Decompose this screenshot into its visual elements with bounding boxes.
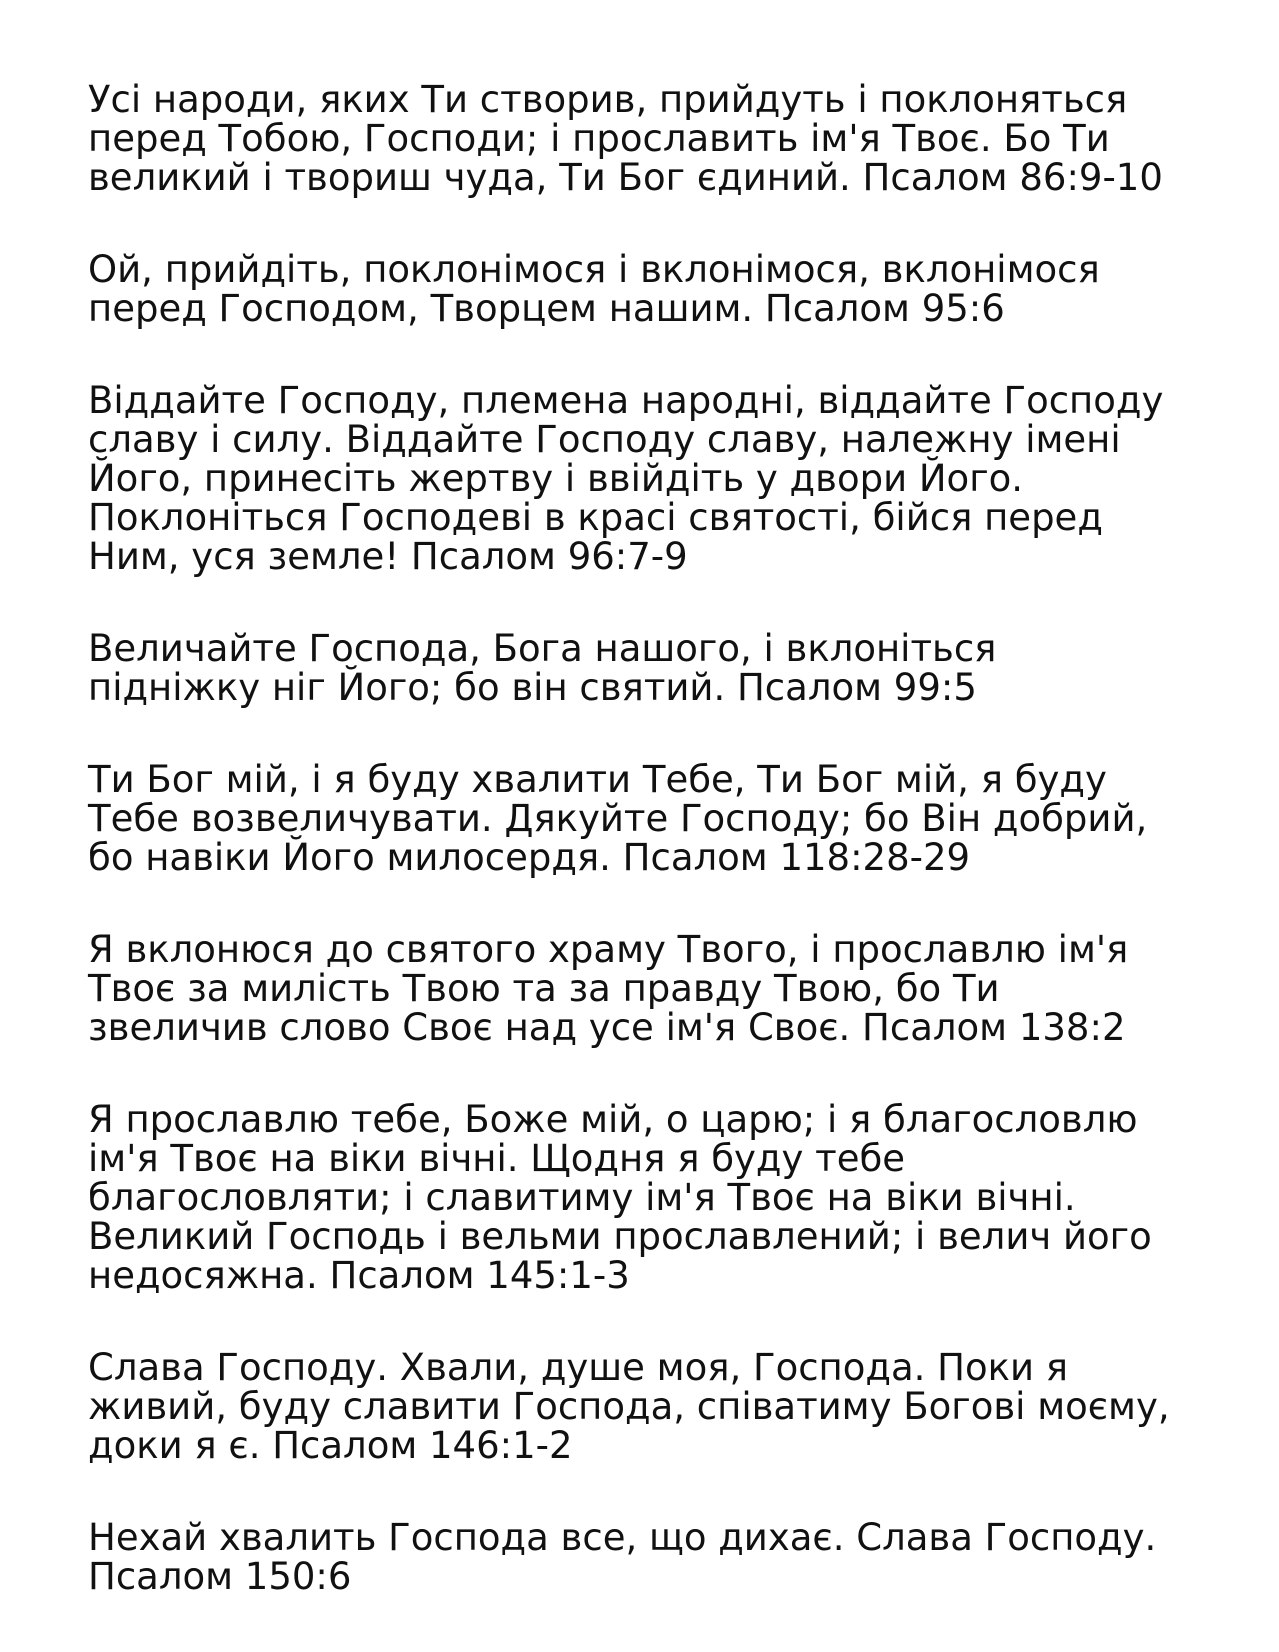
text-line: Твоє за милість Твою та за правду Твою, бо Ти	[88, 967, 1000, 1010]
passage-psalm-118	[88, 760, 1218, 877]
text-line: великий і твориш чуда, Ти Бог єдиний. Псалом 86:9-10	[88, 156, 1163, 199]
text-line: Я вклонюся до святого храму Твого, і прославлю ім'я	[88, 928, 1129, 971]
text-line: Слава Господу. Хвали, душе моя, Господа. Поки я	[88, 1346, 1069, 1389]
text-line: Псалом 150:6	[88, 1555, 352, 1598]
text-line: бо навіки Його милосердя. Псалом 118:28-29	[88, 836, 971, 879]
passage-psalm-99	[88, 629, 1218, 707]
passage-psalm-150	[88, 1518, 1218, 1596]
text-line: Нехай хвалить Господа все, що дихає. Слава Господу.	[88, 1516, 1157, 1559]
text-line: недосяжна. Псалом 145:1-3	[88, 1254, 630, 1297]
passage-psalm-95	[88, 250, 1218, 328]
passage-psalm-146	[88, 1348, 1218, 1465]
text-line: доки я є. Псалом 146:1-2	[88, 1424, 573, 1467]
text-line: Великий Господь і вельми прославлений; і велич його	[88, 1215, 1152, 1258]
text-line: Поклоніться Господеві в красі святості, бійся перед	[88, 496, 1103, 539]
text-line: Усі народи, яких Ти створив, прийдуть і поклоняться	[88, 78, 1128, 121]
text-line: Ти Бог мій, і я буду хвалити Тебе, Ти Бог мій, я буду	[88, 758, 1107, 801]
text-line: Ой, прийдіть, поклонімося і вклонімося, вклонімося	[88, 248, 1100, 291]
text-line: перед Тобою, Господи; і прославить ім'я Твоє. Бо Ти	[88, 117, 1110, 160]
text-line: славу і силу. Віддайте Господу славу, належну імені	[88, 418, 1121, 461]
text-line: ім'я Твоє на віки вічні. Щодня я буду тебе	[88, 1137, 906, 1180]
text-line: Його, принесіть жертву і ввійдіть у двори Його.	[88, 457, 1024, 500]
text-line: Віддайте Господу, племена народні, віддайте Господу	[88, 379, 1164, 422]
text-line: звеличив слово Своє над усе ім'я Своє. Псалом 138:2	[88, 1006, 1126, 1049]
text-line: Тебе возвеличувати. Дякуйте Господу; бо Він добрий,	[88, 797, 1148, 840]
text-line: благословляти; і славитиму ім'я Твоє на віки вічні.	[88, 1176, 1076, 1219]
text-line: Величайте Господа, Бога нашого, і вклоніться	[88, 627, 997, 670]
passage-psalm-138	[88, 930, 1218, 1047]
passage-psalm-145	[88, 1100, 1218, 1295]
passage-psalm-86	[88, 80, 1218, 197]
document-page	[88, 80, 1218, 1596]
text-line: живий, буду славити Господа, співатиму Богові моєму,	[88, 1385, 1170, 1428]
text-line: Ним, уся земле! Псалом 96:7-9	[88, 535, 688, 578]
text-line: Я прославлю тебе, Боже мій, о царю; і я благословлю	[88, 1098, 1138, 1141]
text-line: підніжку ніг Його; бо він святий. Псалом 99:5	[88, 666, 977, 709]
text-line: перед Господом, Творцем нашим. Псалом 95:6	[88, 287, 1005, 330]
passage-psalm-96	[88, 381, 1218, 576]
